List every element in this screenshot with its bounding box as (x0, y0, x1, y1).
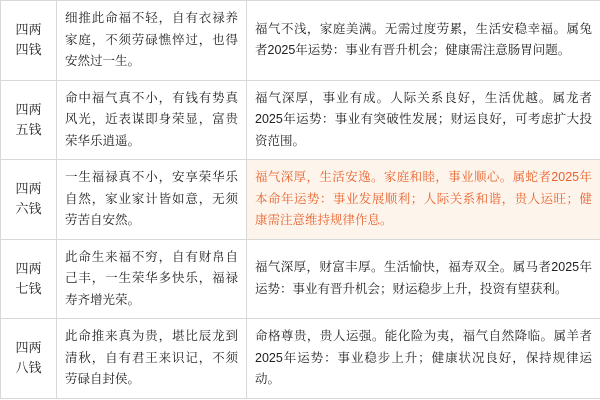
table-body (1, 1, 600, 399)
row-poem-cell: 一生福禄真不小，安享荣华乐自然，家业家计皆如意，无须劳苦自安然。 (57, 160, 247, 240)
table-row (1, 239, 600, 319)
table-row (1, 319, 600, 399)
table-row-highlighted (1, 160, 600, 240)
weight-line-1: 四两 (15, 181, 42, 197)
weight-line-2: 八钱 (15, 360, 42, 376)
row-description-cell: 福气深厚，生活安逸。家庭和睦，事业顺心。属蛇者2025年本命年运势：事业发展顺利；人际关系和谐，贵人运旺；健康需注意维持规律作息。 (247, 160, 600, 240)
row-description-cell: 福气深厚，事业有成。人际关系良好，生活优越。属龙者2025年运势：事业有突破性发展；财运良好，可考虑扩大投资范围。 (247, 80, 600, 160)
weight-line-2: 四钱 (15, 42, 42, 58)
row-poem-cell: 此命推来真为贵，堪比辰龙到清秋，自有君王来识记，不须劳碌自封侯。 (57, 319, 247, 399)
row-poem-cell: 此命生来福不穷，自有财帛自己丰，一生荣华多快乐，福禄寿齐增光荣。 (57, 239, 247, 319)
weight-line-1: 四两 (15, 101, 42, 117)
row-poem-cell: 细推此命福不轻，自有衣禄养家庭，不须劳碌憔悴过，也得安然过一生。 (57, 1, 247, 81)
table-row (1, 1, 600, 81)
row-weight-cell (1, 239, 57, 319)
row-poem-cell: 命中福气真不小，有钱有势真风光，近表谋即身荣显，富贵荣华乐逍遥。 (57, 80, 247, 160)
row-description-cell: 福气不浅，家庭美满。无需过度劳累，生活安稳幸福。属兔者2025年运势：事业有晋升机会；健康需注意肠胃问题。 (247, 1, 600, 81)
weight-line-2: 七钱 (15, 280, 42, 296)
weight-line-2: 五钱 (15, 121, 42, 137)
weight-line-2: 六钱 (15, 201, 42, 217)
table-row (1, 80, 600, 160)
row-weight-cell (1, 1, 57, 81)
weight-line-1: 四两 (15, 340, 42, 356)
weight-line-1: 四两 (15, 260, 42, 276)
row-weight-cell (1, 80, 57, 160)
row-description-cell: 福气深厚，财富丰厚。生活愉快，福寿双全。属马者2025年运势：事业有晋升机会；财运稳步上升，投资有望获利。 (247, 239, 600, 319)
row-description-cell: 命格尊贵，贵人运强。能化险为夷，福气自然降临。属羊者2025年运势：事业稳步上升；健康状况良好，保持规律运动。 (247, 319, 600, 399)
row-weight-cell (1, 160, 57, 240)
row-weight-cell (1, 319, 57, 399)
weight-line-1: 四两 (15, 22, 42, 38)
